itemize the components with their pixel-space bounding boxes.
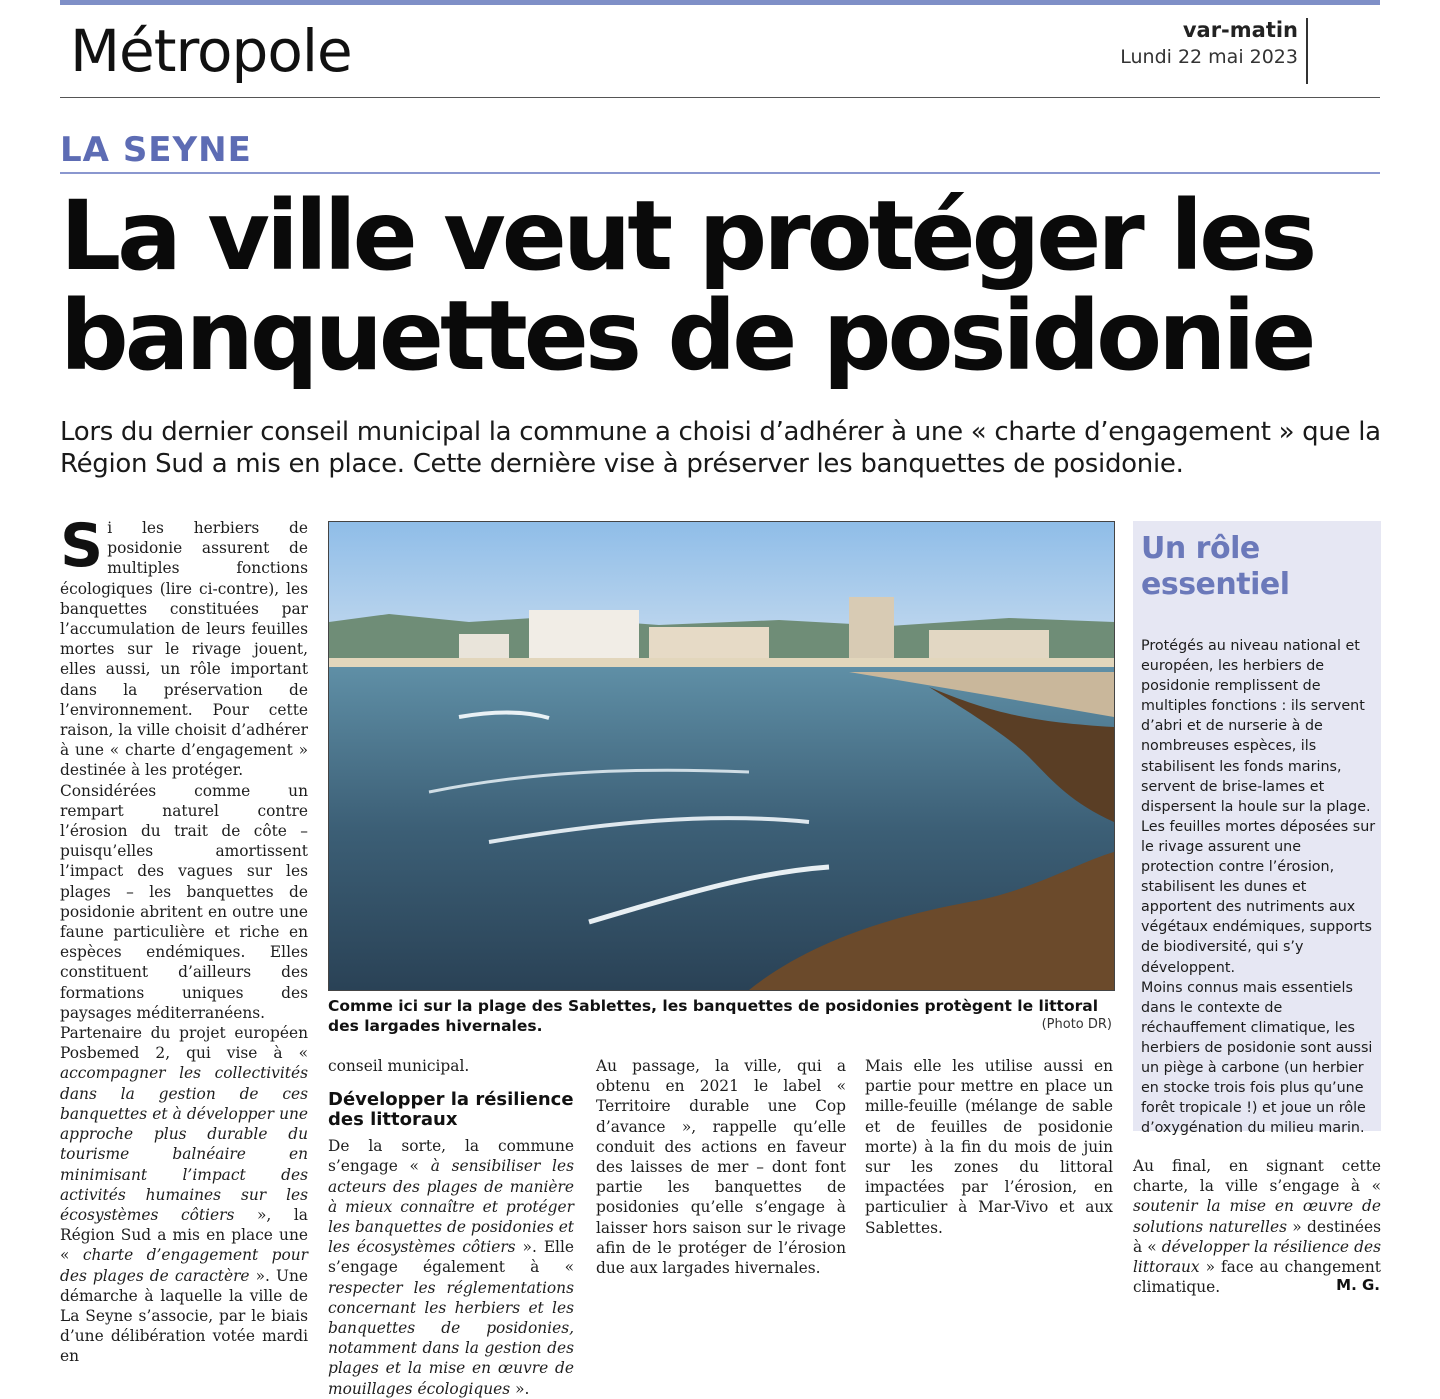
header-divider	[60, 97, 1380, 98]
masthead-divider	[1306, 18, 1308, 84]
beach-photo	[328, 521, 1115, 991]
photo-credit: (Photo DR)	[1041, 1017, 1112, 1032]
p3-quote-2: charte d’engagement pour des plages de caractère	[60, 1246, 308, 1285]
article-standfirst: Lors du dernier conseil municipal la commune a choisi d’adhérer à une « charte d’engagement » que la Région Sud a mis en place. Cette dernière vise à préserver les banquettes de posidonie.	[60, 417, 1381, 479]
article-headline: La ville veut protéger les banquettes de posidonie	[60, 180, 1314, 392]
sidebar-box	[1133, 521, 1381, 1137]
article-column-2	[328, 1056, 574, 1399]
beach-photo-illustration	[329, 522, 1114, 990]
newspaper-name: var-matin	[1182, 18, 1298, 42]
p6-quote-2: développer la résilience des littoraux	[1133, 1237, 1381, 1277]
paragraph-1-text: i les herbiers de posidonie assurent de multiples fonctions écologiques (lire ci-contre), les banquettes constituées par l’accumulation de leurs feuilles mortes sur le rivage jouent, elles aussi, un rôle important dans la préservation de l’environnement. Pour cette raison, la ville choisit d’adhérer à une « charte d’engagement » destinée à les protéger.	[60, 519, 309, 780]
p6-text-c: » face au changement climatique.	[1133, 1258, 1381, 1297]
article-subhead: Développer la résilience des littoraux	[328, 1089, 574, 1131]
paragraph-3	[60, 1023, 308, 1366]
sidebar-title: Un rôle essentiel	[1141, 531, 1290, 602]
p4-text-a: De la sorte, la commune s’engage «	[328, 1137, 574, 1176]
section-title: Métropole	[70, 17, 352, 85]
p4-quote-2: respecter les réglementations concernant les herbiers et les banquettes de posidonies, notamment dans la gestion des plages et la mise en œuvre de mouillages écologiques	[328, 1278, 574, 1398]
paragraph-1	[60, 511, 309, 781]
sidebar-body	[1141, 636, 1376, 1138]
paragraph-4	[328, 1136, 574, 1399]
sidebar-paragraph-1: Protégés au niveau national et européen, les herbiers de posidonie remplissent de multiples fonctions : ils servent d’abri et de nurserie à de nombreuses espèces, ils stabilisent les fonds marins, servent de brise-lames et dispersent la houle sur la plage. Les feuilles mortes déposées sur le rivage assurent une protection contre l’érosion, stabilisent les dunes et apportent des nutriments aux végétaux endémiques, supports de biodiversité, qui s’y développent.	[1141, 638, 1376, 976]
article-kicker: LA SEYNE	[60, 130, 252, 170]
p4-text-c: ».	[510, 1379, 530, 1398]
p3-text-b: », la Région Sud a mis en place une «	[60, 1205, 308, 1265]
photo-caption: Comme ici sur la plage des Sablettes, les banquettes de posidonies protègent le littoral des largades hivernales.	[328, 997, 1099, 1035]
p3-text-c: ». Une démarche à laquelle la ville de La Seyne s’associe, par le biais d’une délibération votée mardi en	[60, 1266, 308, 1366]
author-signature: M. G.	[1336, 1276, 1380, 1294]
p6-quote-1: soutenir la mise en œuvre de solutions naturelles	[1133, 1197, 1381, 1236]
p6-text-a: Au final, en signant cette charte, la ville s’engage à «	[1133, 1157, 1381, 1196]
article-column-3	[596, 1056, 846, 1278]
drop-cap: S	[60, 511, 104, 581]
article-column-4	[865, 1056, 1113, 1238]
p3-quote-1: accompagner les collectivités dans la gestion de ces banquettes et à développer une approche plus durable du tourisme balnéaire en minimisant l’impact des activités humaines sur les écosystèmes côtiers	[60, 1064, 308, 1224]
p4-text-b: ». Elle s’engage également à «	[328, 1238, 575, 1277]
p3-text-a: Partenaire du projet européen Posbemed 2, qui vise à «	[60, 1024, 308, 1063]
article-column-1	[60, 511, 309, 1367]
p4-quote-1: à sensibiliser les acteurs des plages de manière à mieux connaître et protéger les banquettes de posidonies et les écosystèmes côtiers	[328, 1157, 574, 1257]
paragraph-3-end: conseil municipal.	[328, 1057, 470, 1075]
issue-date: Lundi 22 mai 2023	[1120, 46, 1298, 68]
sidebar-paragraph-2: Moins connus mais essentiels dans le contexte de réchauffement climatique, les herbiers de posidonie sont aussi un piège à carbone (un herbier en stocke trois fois plus qu’une forêt tropicale !) et joue un rôle d’oxygénation du milieu marin.	[1141, 979, 1373, 1137]
paragraph-5: Au passage, la ville, qui a obtenu en 2021 le label « Territoire durable une Cop d’avance », rappelle qu’elle conduit des actions en faveur des laisses de mer – dont font partie les banquettes de posidonies qu’elle s’engage à laisser hors saison sur le rivage afin de le protéger de l’érosion due aux largades hivernales.	[596, 1057, 846, 1278]
kicker-divider	[60, 172, 1380, 174]
masthead	[1120, 18, 1298, 68]
top-accent-bar	[60, 0, 1380, 5]
paragraph-5-continued: Mais elle les utilise aussi en partie pour mettre en place un mille-feuille (mélange de sable et de feuilles de posidonie morte) à la fin du mois de juin sur les zones du littoral impactées par l’érosion, en particulier à Mar-Vivo et aux Sablettes.	[865, 1057, 1113, 1237]
p6-text-b: » destinées à «	[1133, 1217, 1381, 1256]
paragraph-2: Considérées comme un rempart naturel contre l’érosion du trait de côte – puisqu’elles amortissent l’impact des vagues sur les plages – les banquettes de posidonie abritent en outre une faune particulière et riche en espèces endémiques. Elles constituent d’ailleurs des formations uniques des paysages méditerranéens.	[60, 781, 308, 1022]
